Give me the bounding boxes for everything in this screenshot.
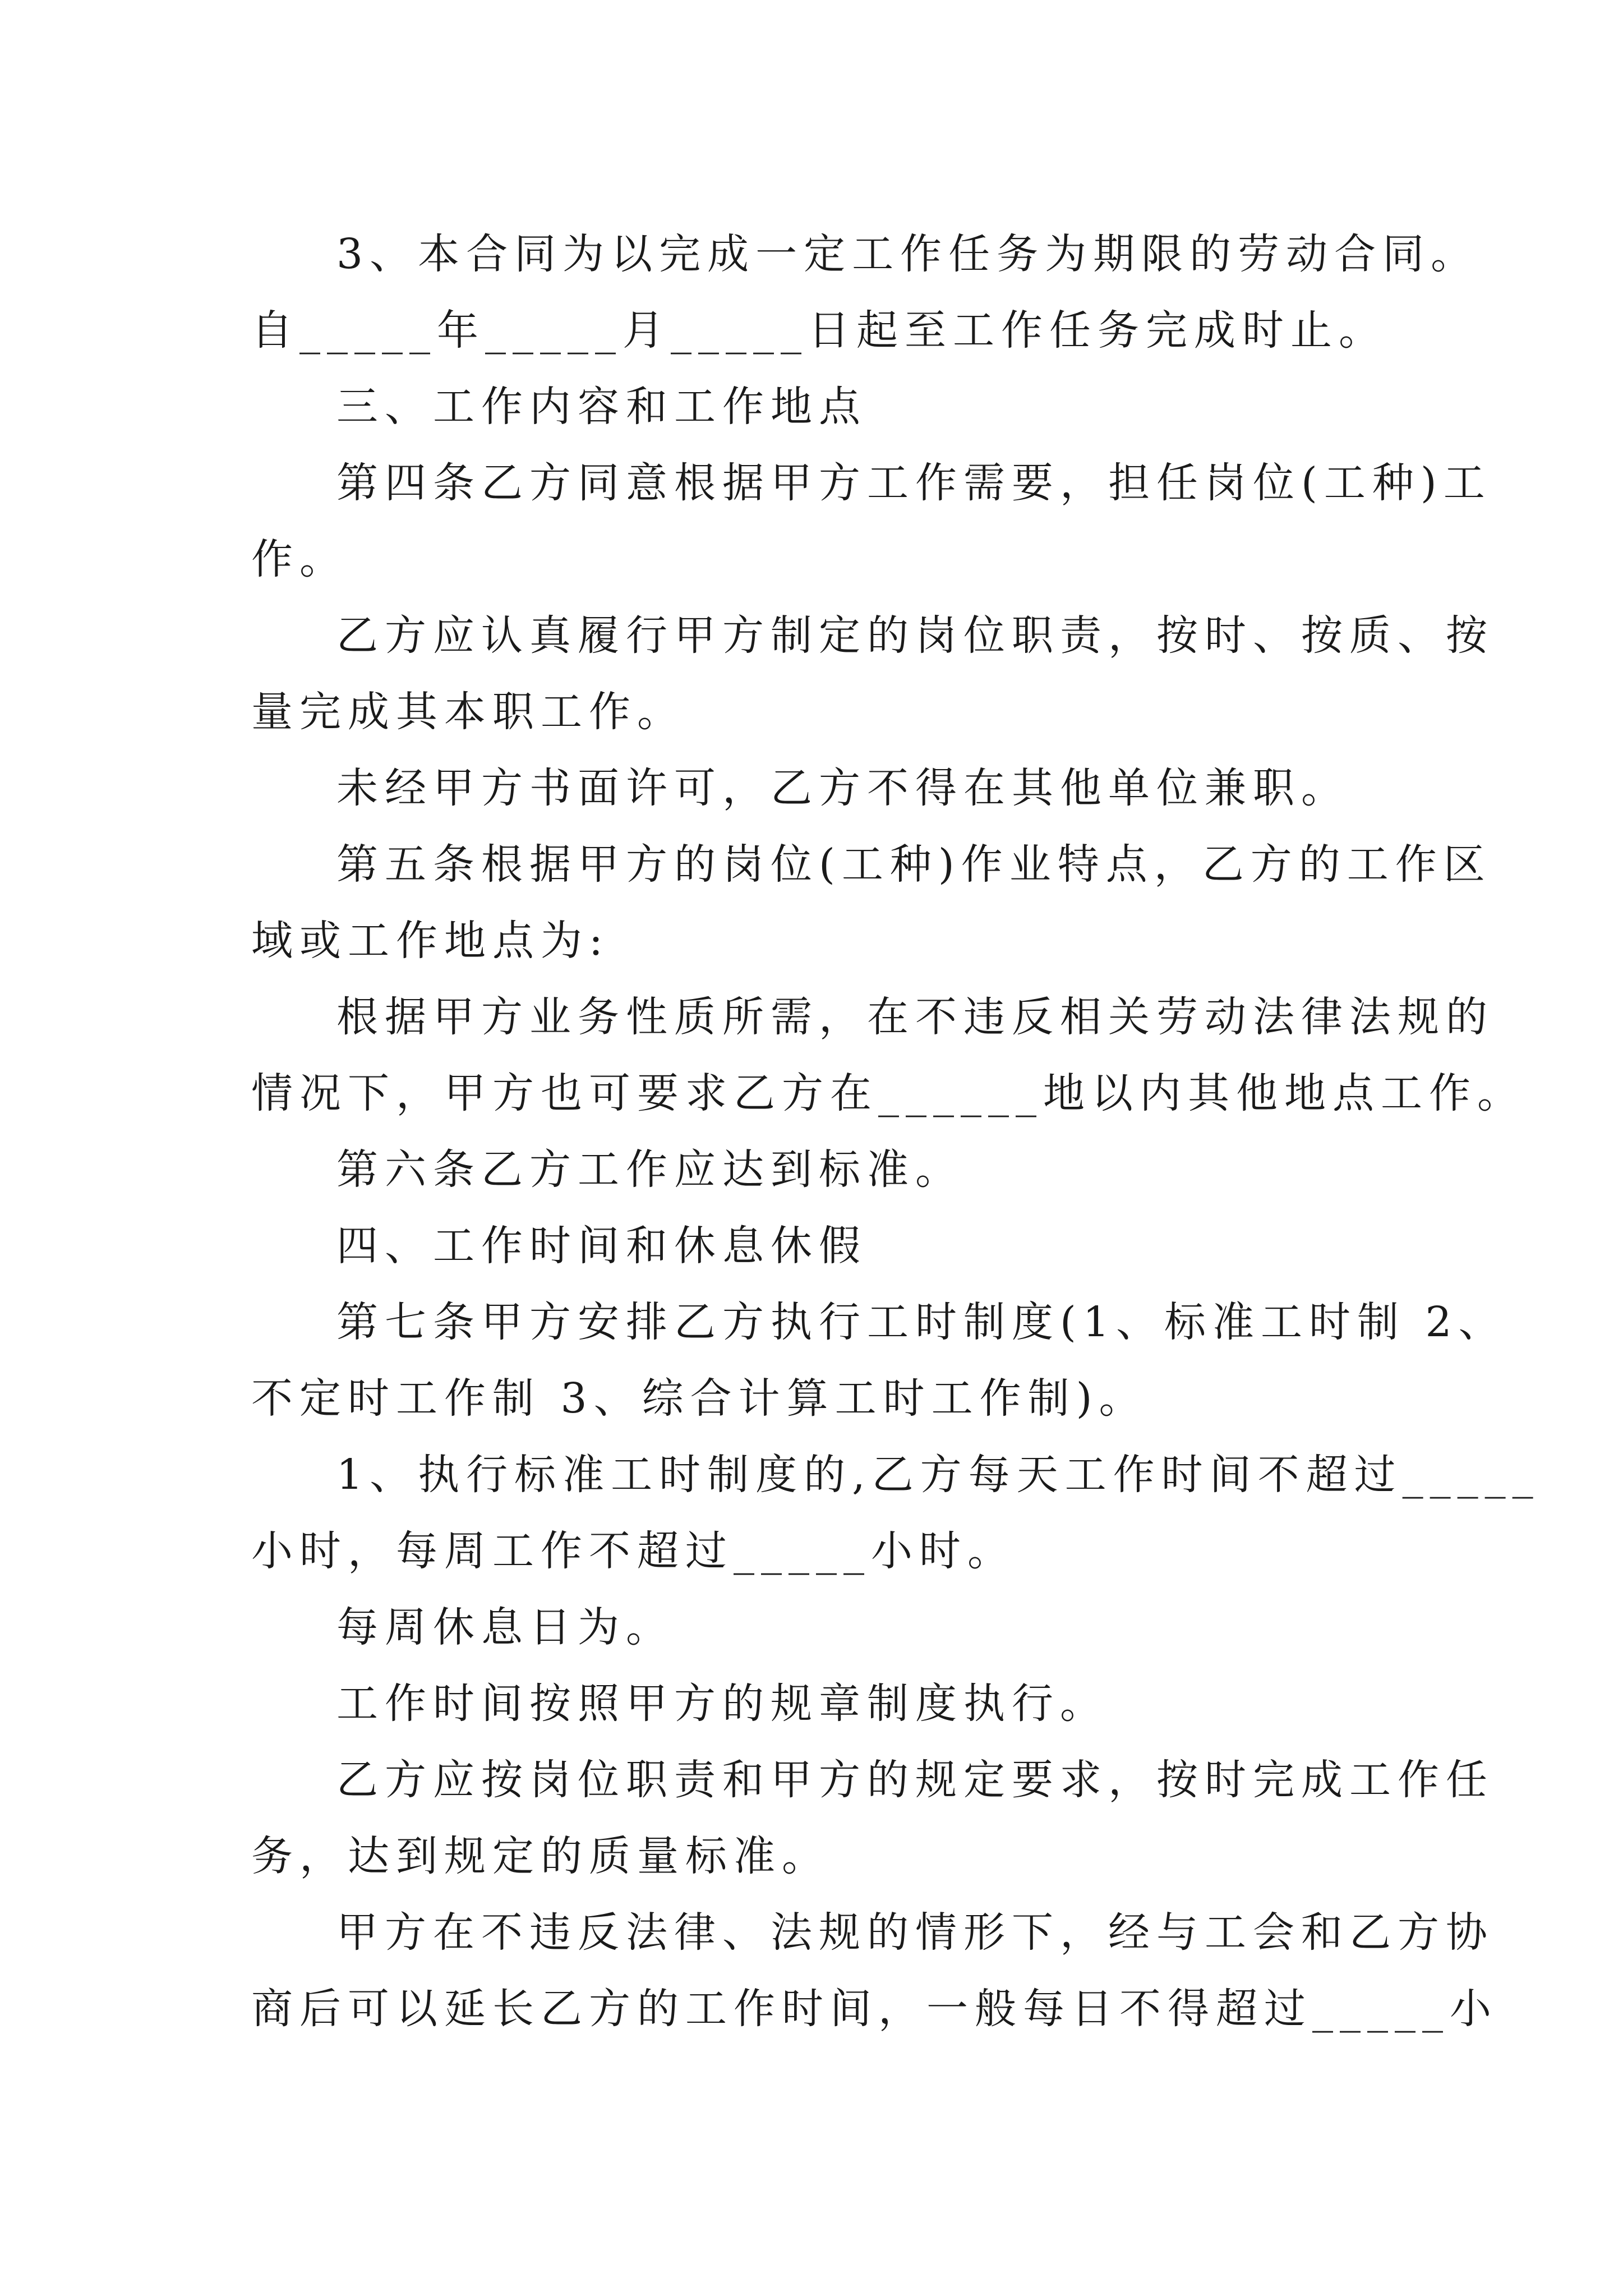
text-line: 域或工作地点为: bbox=[251, 917, 610, 965]
text-line: 未经甲方书面许可，乙方不得在其他单位兼职。 bbox=[336, 764, 1349, 812]
text-line: 工作时间按照甲方的规章制度执行。 bbox=[336, 1680, 1108, 1728]
text-line: 乙方应认真履行甲方制定的岗位职责，按时、按质、按 bbox=[336, 611, 1494, 660]
text-line: 作。 bbox=[251, 535, 348, 583]
text-line: 商后可以延长乙方的工作时间，一般每日不得超过_____小 bbox=[251, 1985, 1498, 2033]
text-line: 第七条甲方安排乙方执行工时制度(1、标准工时制 2、 bbox=[336, 1298, 1507, 1346]
text-line: 每周休息日为。 bbox=[336, 1603, 674, 1651]
section-heading: 三、工作内容和工作地点 bbox=[336, 383, 867, 431]
contract-text bbox=[251, 216, 1540, 2047]
text-line: 甲方在不违反法律、法规的情形下，经与工会和乙方协 bbox=[336, 1908, 1494, 1957]
text-line: 第四条乙方同意根据甲方工作需要，担任岗位(工种)工 bbox=[336, 459, 1492, 507]
text-line: 第六条乙方工作应达到标准。 bbox=[336, 1145, 963, 1194]
section-heading: 四、工作时间和休息休假 bbox=[336, 1222, 867, 1270]
text-line: 小时，每周工作不超过_____小时。 bbox=[251, 1527, 1016, 1575]
text-line: 3、本合同为以完成一定工作任务为期限的劳动合同。 bbox=[336, 230, 1479, 278]
text-line: 不定时工作制 3、综合计算工时工作制)。 bbox=[251, 1374, 1147, 1423]
text-line: 务，达到规定的质量标准。 bbox=[251, 1832, 830, 1880]
text-line: 自_____年_____月_____日起至工作任务完成时止。 bbox=[251, 306, 1387, 355]
text-line: 1、执行标准工时制度的,乙方每天工作时间不超过_____ bbox=[336, 1451, 1540, 1499]
text-line: 根据甲方业务性质所需，在不违反相关劳动法律法规的 bbox=[336, 993, 1494, 1041]
text-line: 量完成其本职工作。 bbox=[251, 688, 685, 736]
text-line: 第五条根据甲方的岗位(工种)作业特点，乙方的工作区 bbox=[336, 840, 1492, 889]
text-line: 乙方应按岗位职责和甲方的规定要求，按时完成工作任 bbox=[336, 1756, 1494, 1804]
text-line: 情况下，甲方也可要求乙方在______地以内其他地点工作。 bbox=[251, 1069, 1525, 1117]
